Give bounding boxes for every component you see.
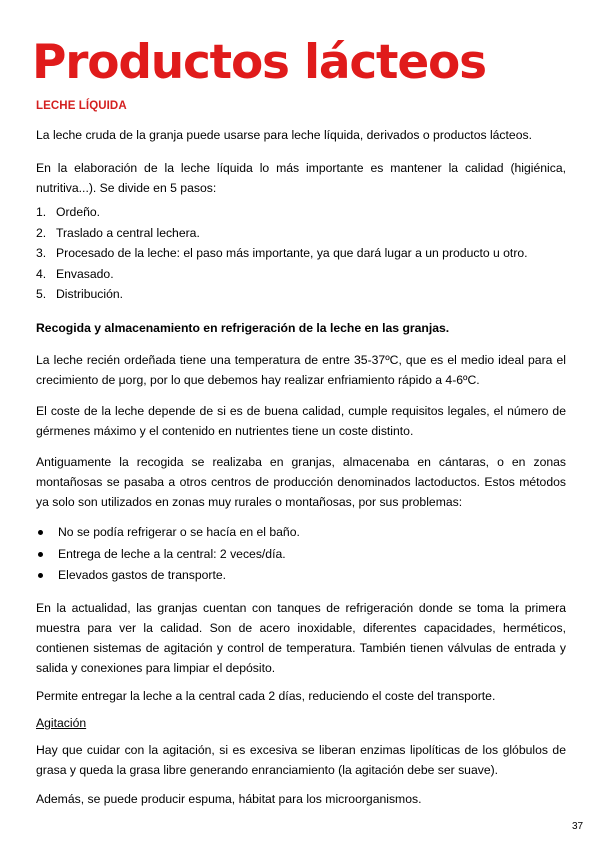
list-item-number: 2.	[36, 225, 47, 240]
list-item-text: No se podía refrigerar o se hacía en el baño.	[58, 525, 300, 539]
list-item	[36, 264, 576, 285]
section-heading: LECHE LÍQUIDA	[36, 100, 127, 112]
list-item-number: 4.	[36, 266, 47, 281]
list-item	[36, 522, 576, 544]
paragraph-intro: La leche cruda de la granja puede usarse para leche líquida, derivados o productos lácteos.	[36, 128, 532, 142]
list-item	[36, 284, 576, 305]
list-item-text: Elevados gastos de transporte.	[58, 568, 227, 582]
paragraph-foam: Además, se puede producir espuma, hábitat para los microorganismos.	[36, 792, 422, 806]
paragraph-cost: El coste de la leche depende de si es de buena calidad, cumple requisitos legales, el número de gérmenes máximo y el contenido en nutrientes tiene un coste distinto.	[36, 404, 566, 438]
list-item-text: Ordeño.	[56, 205, 101, 219]
subheading-agitation: Agitación	[36, 716, 87, 730]
list-item-number: 1.	[36, 205, 47, 219]
list-item	[36, 223, 576, 244]
bullet-icon	[38, 573, 43, 578]
steps-list	[36, 202, 576, 305]
paragraph-temperature: La leche recién ordeñada tiene una temperatura de entre 35-37ºC, que es el medio ideal para el crecimiento de μorg, por lo que debemos hay realizar enfriamiento rápido a 4-6ºC.	[36, 353, 566, 387]
list-item-number: 5.	[36, 287, 47, 302]
bullet-icon	[38, 552, 43, 557]
page-number: 37	[572, 821, 584, 832]
problems-list	[36, 522, 576, 587]
paragraph-bold-heading: Recogida y almacenamiento en refrigeración de la leche en las granjas.	[36, 321, 450, 335]
list-item-text: Entrega de leche a la central: 2 veces/día.	[58, 546, 286, 561]
list-item	[36, 544, 576, 566]
list-item-text: Distribución.	[56, 287, 124, 302]
paragraph-history: Antiguamente la recogida se realizaba en granjas, almacenaba en cántaras, o en zonas montañosas se pasaba a otros centros de producción denominados lactoductos. Estos métodos ya solo son utilizados en zonas muy rurales o montañosas, por sus problemas:	[36, 455, 566, 509]
list-item	[36, 202, 576, 223]
paragraph-current: En la actualidad, las granjas cuentan con tanques de refrigeración donde se toma la primera muestra para ver la calidad. Son de acero inoxidable, diferentes capacidades, herméticos, contienen sistemas de agitación y control de temperatura. También tienen válvulas de entrada y salida y conexiones para limpiar el depósito.	[36, 601, 566, 675]
list-item-text: Procesado de la leche: el paso más importante, ya que dará lugar a un producto u otro.	[56, 246, 528, 261]
list-item	[36, 243, 576, 264]
paragraph-agitation: Hay que cuidar con la agitación, si es excesiva se liberan enzimas lipolíticas de los glóbulos de grasa y queda la grasa libre generando enranciamiento (la agitación debe ser suave).	[36, 743, 566, 777]
paragraph-delivery: Permite entregar la leche a la central cada 2 días, reduciendo el coste del transporte.	[36, 689, 496, 703]
paragraph-steps-intro: En la elaboración de la leche líquida lo más importante es mantener la calidad (higiénica, nutritiva...). Se divide en 5 pasos:	[36, 161, 566, 195]
page-title: Productos lácteos	[32, 35, 486, 90]
list-item-text: Traslado a central lechera.	[56, 225, 200, 240]
list-item-text: Envasado.	[56, 266, 114, 281]
bullet-icon	[38, 530, 43, 535]
list-item	[36, 565, 576, 587]
list-item-number: 3.	[36, 246, 47, 261]
